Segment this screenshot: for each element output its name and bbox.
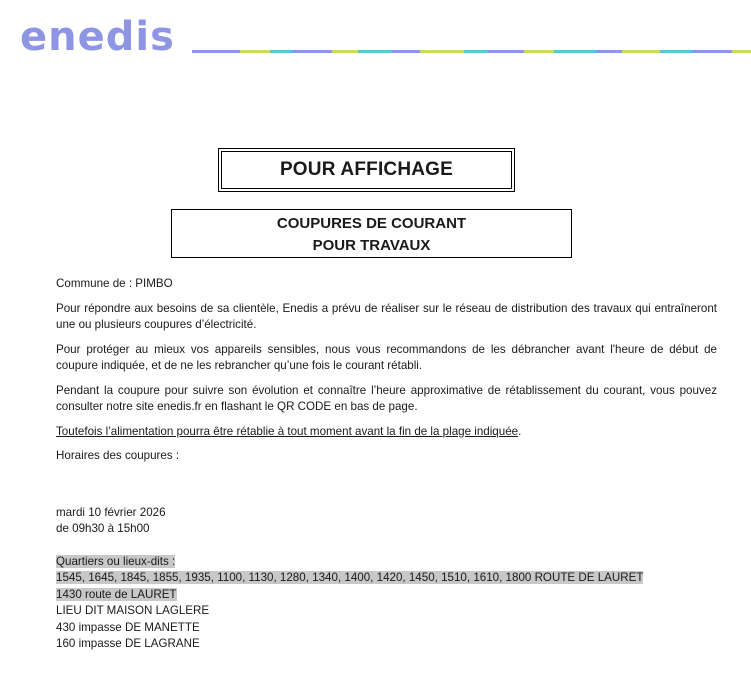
locations-label: Quartiers ou lieux-dits : [56,554,176,568]
logo-line-segment [488,50,524,53]
logo-line-segment [420,50,464,53]
logo-line-segment [554,50,596,53]
affichage-title-box [218,148,515,192]
location-line: 1545, 1645, 1845, 1855, 1935, 1100, 1130, 1280, 1340, 1400, 1420, 1450, 1510, 1610, 1800 ROUTE DE LAURET [56,571,644,584]
notice-underlined-text: Toutefois l’alimentation pourra être rétablie à tout moment avant la fin de la plage indiquée [56,424,519,438]
location-line: 1430 route de LAURET [56,587,177,601]
paragraph-1: Pour répondre aux besoins de sa clientèle, Enedis a prévu de réaliser sur le réseau de distribution des travaux qui entraîneront une ou plusieurs coupures d’électricité. [56,301,717,331]
affichage-title: POUR AFFICHAGE [279,159,454,180]
logo-line-segment [332,50,358,53]
logo-line-segment [596,50,622,53]
horaires-label: Horaires des coupures : [56,449,180,462]
enedis-logo [20,14,190,60]
location-line: 430 impasse DE MANETTE [56,620,200,634]
logo-line-segment [622,50,660,53]
schedule-block [56,505,717,538]
location-line: 160 impasse DE LAGRANE [56,637,200,650]
paragraph-2: Pour protéger au mieux vos appareils sensibles, nous vous recommandons de les débrancher avant l'heure de début de coupure indiquée, et de ne les rebrancher qu’une fois le courant rétabli. [56,342,717,372]
logo-line-segment [524,50,554,53]
logo-line-segment [464,50,488,53]
logo-line-segment [392,50,420,53]
location-line: LIEU DIT MAISON LAGLERE [56,604,210,617]
commune-line: Commune de : PIMBO [56,277,173,290]
schedule-time: de 09h30 à 15h00 [56,522,150,535]
notice-paragraph [56,424,717,441]
notice-body [56,276,717,653]
logo-line-segment [358,50,392,53]
coupures-title-box [171,209,572,258]
logo-text: enedis [20,14,175,60]
logo-line-segment [692,50,732,53]
coupures-title-line1: COUPURES DE COURANT [276,215,467,232]
logo-line-segment [292,50,332,53]
logo-line-segment [270,50,292,53]
coupures-title-line2: POUR TRAVAUX [312,237,431,254]
logo-line-segment [732,50,751,53]
notice-period: . [518,424,522,438]
logo-line-segment [660,50,692,53]
logo-decorative-line [192,50,751,53]
schedule-date: mardi 10 février 2026 [56,505,166,519]
logo-line-segment [192,50,240,53]
logo-line-segment [240,50,270,53]
locations-block [56,554,717,653]
paragraph-3: Pendant la coupure pour suivre son évolution et connaître l’heure approximative de rétablissement du courant, vous pouvez consulter notre site enedis.fr en flashant le QR CODE en bas de page. [56,383,717,413]
